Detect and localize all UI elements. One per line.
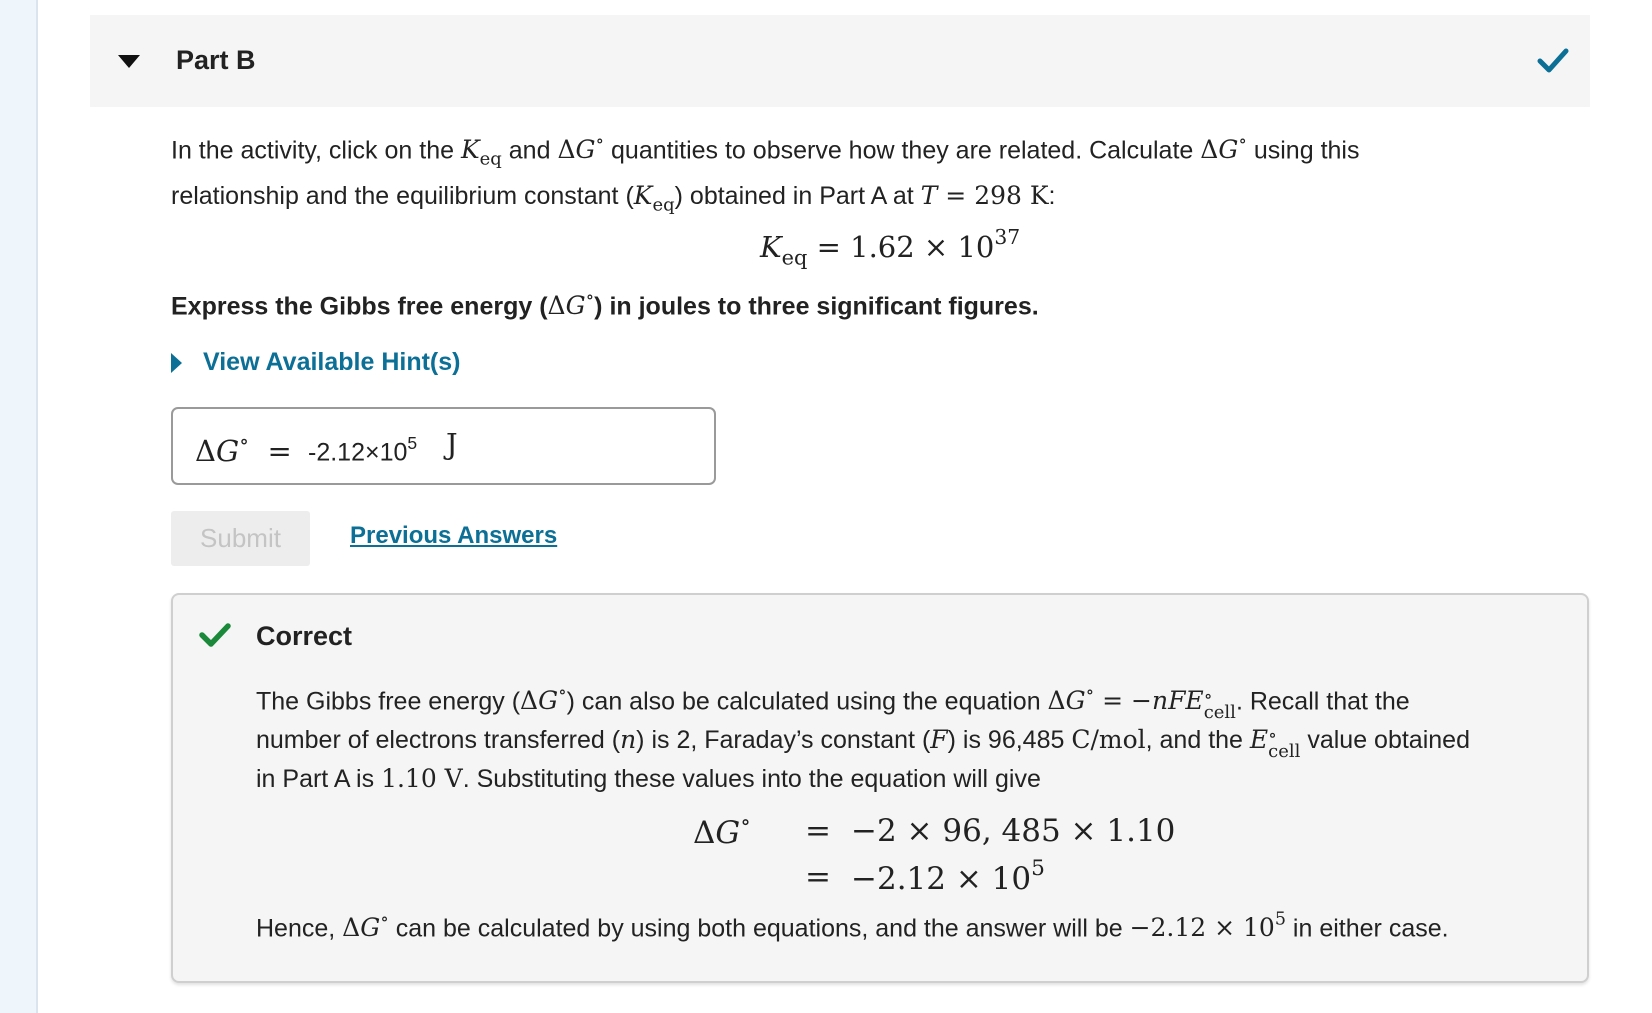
equation-row: = $-2.12 \times 10^5$ <box>805 856 1045 898</box>
delta-g-symbol: ΔG∘ <box>557 132 605 165</box>
expand-caret-icon <box>171 353 182 373</box>
instruction-text: Express the Gibbs free energy (ΔG∘) in joules to three significant figures. <box>171 288 1039 321</box>
correct-checkmark-icon <box>199 621 231 649</box>
view-hints-link[interactable]: View Available Hint(s) <box>171 348 460 377</box>
answer-unit: J <box>446 427 458 461</box>
answer-label: ΔG∘ = <box>195 429 292 469</box>
keq-symbol: $K_{eq}$ <box>460 135 502 170</box>
keq-equation: $K_{eq} = 1.62 \times 10^{37}$ <box>760 225 1021 270</box>
question-text: In the activity, click on the $K_{eq}$ and ΔG∘ quantities to observe how they are related. Calculate ΔG∘ using this relationship and the equilibrium constant $(K_{eq})$ obtained in Part A at T = 298 K: <box>171 132 1360 215</box>
answer-value[interactable]: $-2.12\times 10^5$ <box>308 433 418 467</box>
left-sidebar-strip <box>0 0 38 1013</box>
checkmark-icon <box>1536 43 1570 77</box>
previous-answers-link[interactable]: Previous Answers <box>350 522 558 549</box>
feedback-conclusion: Hence, ΔG∘ can be calculated by using both equations, and the answer will be $-2.12 \times 10^5$ in either case. <box>256 910 1449 943</box>
submit-button[interactable]: Submit <box>171 511 310 566</box>
part-title: Part B <box>176 45 256 75</box>
answer-input-box[interactable] <box>171 407 716 485</box>
equation-row: ΔG∘ = −2 × 96, 485 × 1.10 <box>693 810 1176 852</box>
feedback-explanation: The Gibbs free energy (ΔG∘) can also be calculated using the equation ΔG∘ = −nFE ∘ cell . Recall that the number of electrons transferred (n) is 2, Faraday’s constant (F) is 96,485 C/mol, and the E ∘ cell value obtained in Part A is 1.10 V. Substituting these values into the equation will give <box>256 683 1470 794</box>
feedback-status: Correct <box>256 621 353 651</box>
feedback-panel <box>171 593 1589 983</box>
part-header[interactable] <box>90 15 1590 107</box>
equation-block <box>693 808 1175 900</box>
collapse-caret-icon[interactable] <box>118 55 140 68</box>
